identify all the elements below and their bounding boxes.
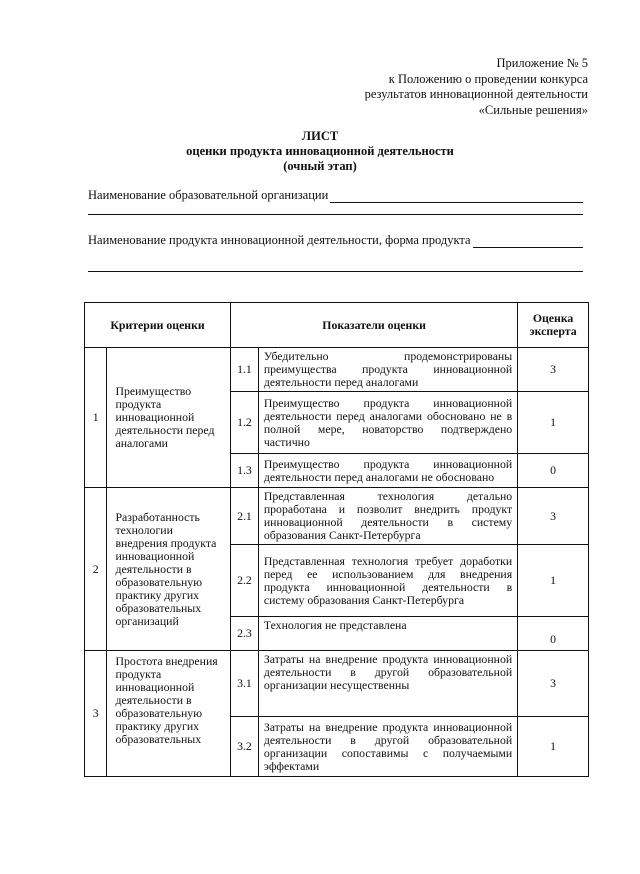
indicator-text <box>258 348 517 392</box>
title-line-3: (очный этап) <box>283 159 357 173</box>
header-criteria: Критерии оценки <box>85 303 231 348</box>
indicator-number: 3.1 <box>231 651 259 717</box>
indicator-text-content: Представленная технология требует доработки перед ее использованием для внедрения продукта инновационной деятельности в систему образования Санкт-Петербурга <box>263 553 513 607</box>
criterion-number: 3 <box>85 651 107 777</box>
annex-header <box>365 56 588 118</box>
criterion-number: 1 <box>85 348 107 488</box>
score-value: 0 <box>518 454 589 488</box>
indicator-text <box>258 488 517 545</box>
product-fill-line <box>473 235 583 248</box>
indicator-text <box>258 651 517 717</box>
indicator-number: 3.2 <box>231 717 259 777</box>
score-value: 1 <box>518 717 589 777</box>
indicator-text <box>258 717 517 777</box>
criterion-name: Разработанность технологии внедрения продукта инновационной деятельности в образовательную практику других образовательных организаций <box>107 488 231 651</box>
indicator-number: 2.3 <box>231 617 259 651</box>
product-label: Наименование продукта инновационной деятельности, форма продукта <box>88 233 471 247</box>
score-value: 3 <box>518 488 589 545</box>
table-row <box>85 348 589 392</box>
organization-field <box>88 188 583 203</box>
indicator-number: 1.2 <box>231 392 259 454</box>
indicator-number: 1.3 <box>231 454 259 488</box>
score-value: 3 <box>518 651 589 717</box>
criterion-number: 2 <box>85 488 107 651</box>
header-indicators: Показатели оценки <box>231 303 518 348</box>
annex-line-1: Приложение № 5 <box>496 56 588 70</box>
indicator-text-content: Затраты на внедрение продукта инновационной деятельности в другой образовательной организации несущественны <box>263 652 513 692</box>
product-extra-line <box>88 271 583 272</box>
indicator-text-content: Преимущество продукта инновационной деятельности перед аналогами не обосновано <box>263 456 513 484</box>
indicator-text-content: Затраты на внедрение продукта инновационной деятельности в другой образовательной организации сопоставимы с получаемыми эффектами <box>263 719 513 773</box>
indicator-text <box>258 545 517 617</box>
criteria-table <box>84 302 589 777</box>
annex-line-2: к Положению о проведении конкурса <box>388 71 588 86</box>
indicator-text-content: Преимущество продукта инновационной деятельности перед аналогами обосновано не в полной мере, новаторство подтверждено частично <box>263 395 513 449</box>
indicator-text-content: Убедительно продемонстрированы преимущества продукта инновационной деятельности перед аналогами <box>263 349 513 389</box>
score-value: 1 <box>518 545 589 617</box>
annex-line-3: результатов инновационной деятельности <box>364 87 588 101</box>
score-value: 1 <box>518 392 589 454</box>
criterion-name: Преимущество продукта инновационной деятельности перед аналогами <box>107 348 231 488</box>
document-title <box>0 129 640 174</box>
indicator-number: 1.1 <box>231 348 259 392</box>
title-line-2: оценки продукта инновационной деятельности <box>186 144 454 158</box>
indicator-text <box>258 454 517 488</box>
indicator-number: 2.1 <box>231 488 259 545</box>
indicator-text <box>258 617 517 651</box>
annex-line-4: «Сильные решения» <box>478 102 588 117</box>
indicator-text <box>258 392 517 454</box>
organization-fill-line <box>330 190 583 203</box>
title-line-1: ЛИСТ <box>301 129 339 143</box>
indicator-number: 2.2 <box>231 545 259 617</box>
indicator-text-content: Представленная технология детально проработана и позволит внедрить продукт инновационной деятельности в систему образования Санкт-Петербурга <box>263 489 513 542</box>
table-header-row <box>85 303 589 348</box>
table-row <box>85 651 589 717</box>
product-field <box>88 233 583 248</box>
organization-extra-line <box>88 214 583 215</box>
score-value: 0 <box>518 617 589 651</box>
indicator-text-content: Технология не представлена <box>263 618 407 632</box>
header-score: Оценка эксперта <box>518 303 589 348</box>
criterion-name: Простота внедрения продукта инновационной деятельности в образовательную практику других образовательных <box>107 651 231 777</box>
score-value: 3 <box>518 348 589 392</box>
organization-label: Наименование образовательной организации <box>88 188 329 202</box>
table-row <box>85 488 589 545</box>
